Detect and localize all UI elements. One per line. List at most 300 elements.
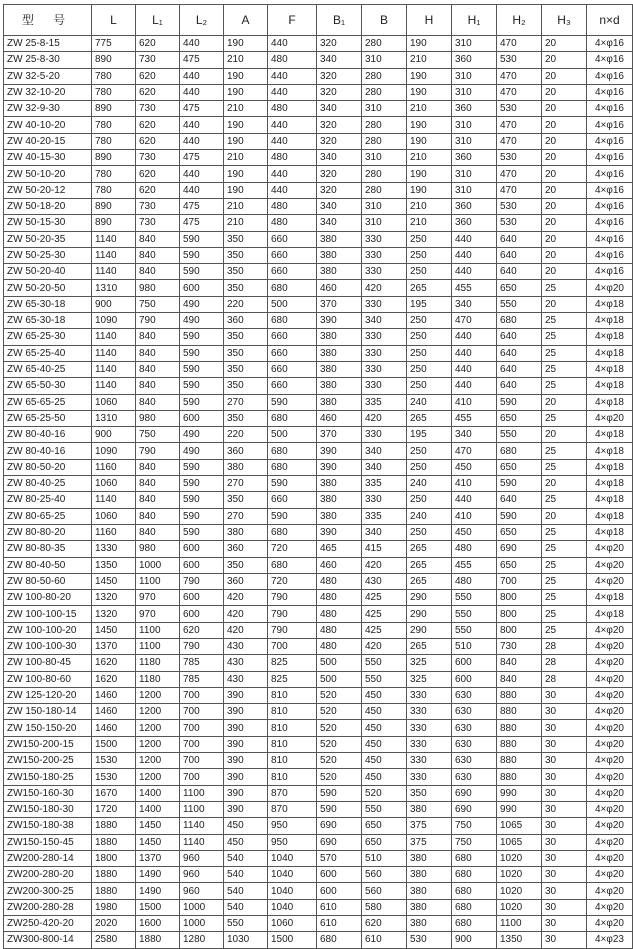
value-cell: 4×φ20: [587, 687, 633, 703]
value-cell: 590: [268, 394, 317, 410]
value-cell: 1500: [92, 736, 136, 752]
value-cell: 330: [407, 753, 452, 769]
table-row: [4, 476, 633, 492]
model-cell: ZW 50-25-30: [4, 247, 92, 263]
value-cell: 360: [224, 313, 268, 329]
value-cell: 470: [497, 182, 542, 198]
value-cell: 4×φ16: [587, 68, 633, 84]
model-cell: ZW 80-40-25: [4, 476, 92, 492]
value-cell: 880: [497, 704, 542, 720]
value-cell: 320: [317, 36, 362, 52]
value-cell: 330: [407, 769, 452, 785]
value-cell: 880: [497, 769, 542, 785]
value-cell: 1140: [92, 345, 136, 361]
value-cell: 840: [136, 524, 180, 540]
value-cell: 420: [224, 606, 268, 622]
value-cell: 660: [268, 231, 317, 247]
value-cell: 250: [407, 443, 452, 459]
value-cell: 380: [407, 883, 452, 899]
value-cell: 1460: [92, 720, 136, 736]
value-cell: 440: [180, 133, 224, 149]
value-cell: 340: [452, 296, 497, 312]
column-header: A: [224, 5, 268, 36]
value-cell: 340: [362, 443, 407, 459]
model-cell: ZW150-160-30: [4, 785, 92, 801]
value-cell: 240: [407, 476, 452, 492]
value-cell: 440: [452, 378, 497, 394]
value-cell: 1500: [136, 899, 180, 915]
value-cell: 730: [136, 198, 180, 214]
value-cell: 880: [497, 753, 542, 769]
value-cell: 660: [268, 492, 317, 508]
value-cell: 790: [268, 590, 317, 606]
value-cell: 210: [407, 198, 452, 214]
value-cell: 320: [317, 84, 362, 100]
value-cell: 840: [136, 378, 180, 394]
value-cell: 4×φ20: [587, 541, 633, 557]
value-cell: 280: [362, 133, 407, 149]
value-cell: 1100: [136, 573, 180, 589]
model-cell: ZW 80-65-25: [4, 508, 92, 524]
value-cell: 550: [224, 916, 268, 932]
value-cell: 1200: [136, 704, 180, 720]
model-cell: ZW 50-10-20: [4, 166, 92, 182]
value-cell: 270: [224, 508, 268, 524]
value-cell: 320: [317, 133, 362, 149]
value-cell: 480: [317, 622, 362, 638]
value-cell: 20: [542, 296, 587, 312]
value-cell: 980: [136, 541, 180, 557]
value-cell: 250: [407, 492, 452, 508]
column-header: B₁: [317, 5, 362, 36]
model-cell: ZW 50-20-35: [4, 231, 92, 247]
value-cell: 480: [317, 573, 362, 589]
table-row: [4, 394, 633, 410]
model-cell: ZW 32-5-20: [4, 68, 92, 84]
value-cell: 980: [136, 280, 180, 296]
value-cell: 320: [317, 182, 362, 198]
value-cell: 1530: [92, 753, 136, 769]
value-cell: 450: [362, 753, 407, 769]
value-cell: 970: [136, 606, 180, 622]
value-cell: 330: [407, 687, 452, 703]
value-cell: 25: [542, 557, 587, 573]
value-cell: 480: [268, 52, 317, 68]
value-cell: 620: [136, 166, 180, 182]
value-cell: 4×φ20: [587, 573, 633, 589]
value-cell: 4×φ16: [587, 84, 633, 100]
value-cell: 1880: [92, 834, 136, 850]
value-cell: 335: [362, 476, 407, 492]
model-cell: ZW 80-40-16: [4, 427, 92, 443]
value-cell: 1400: [136, 785, 180, 801]
value-cell: 390: [224, 720, 268, 736]
value-cell: 25: [542, 459, 587, 475]
spec-table: [3, 4, 633, 949]
value-cell: 650: [497, 459, 542, 475]
value-cell: 1490: [136, 883, 180, 899]
value-cell: 380: [407, 850, 452, 866]
value-cell: 470: [452, 313, 497, 329]
value-cell: 480: [268, 101, 317, 117]
value-cell: 450: [362, 720, 407, 736]
value-cell: 1350: [92, 557, 136, 573]
value-cell: 960: [180, 883, 224, 899]
table-row: [4, 720, 633, 736]
value-cell: 510: [362, 850, 407, 866]
value-cell: 650: [497, 557, 542, 573]
value-cell: 590: [180, 378, 224, 394]
value-cell: 280: [362, 182, 407, 198]
value-cell: 1450: [92, 573, 136, 589]
value-cell: 4×φ16: [587, 150, 633, 166]
value-cell: 590: [317, 801, 362, 817]
value-cell: 290: [407, 590, 452, 606]
model-cell: ZW 80-25-40: [4, 492, 92, 508]
column-header: H₃: [542, 5, 587, 36]
value-cell: 520: [362, 785, 407, 801]
value-cell: 290: [407, 606, 452, 622]
value-cell: 470: [497, 84, 542, 100]
value-cell: 600: [317, 883, 362, 899]
value-cell: 4×φ18: [587, 378, 633, 394]
value-cell: 440: [452, 345, 497, 361]
value-cell: 4×φ20: [587, 753, 633, 769]
value-cell: 480: [452, 541, 497, 557]
value-cell: 520: [317, 753, 362, 769]
value-cell: 4×φ18: [587, 476, 633, 492]
value-cell: 380: [317, 492, 362, 508]
column-header: H: [407, 5, 452, 36]
value-cell: 380: [224, 524, 268, 540]
value-cell: 4×φ18: [587, 492, 633, 508]
value-cell: 250: [407, 361, 452, 377]
value-cell: 460: [317, 557, 362, 573]
value-cell: 280: [362, 36, 407, 52]
value-cell: 440: [180, 166, 224, 182]
model-cell: ZW 100-80-20: [4, 590, 92, 606]
value-cell: 1090: [92, 443, 136, 459]
value-cell: 190: [407, 117, 452, 133]
value-cell: 4×φ20: [587, 850, 633, 866]
value-cell: 1000: [136, 557, 180, 573]
value-cell: 4×φ20: [587, 638, 633, 654]
value-cell: 680: [497, 313, 542, 329]
value-cell: 640: [497, 231, 542, 247]
table-row: [4, 557, 633, 573]
value-cell: 500: [268, 296, 317, 312]
value-cell: 1060: [92, 476, 136, 492]
value-cell: 28: [542, 671, 587, 687]
value-cell: 210: [224, 198, 268, 214]
value-cell: 550: [452, 622, 497, 638]
value-cell: 20: [542, 36, 587, 52]
value-cell: 560: [362, 883, 407, 899]
value-cell: 590: [180, 361, 224, 377]
model-cell: ZW 40-20-15: [4, 133, 92, 149]
value-cell: 600: [452, 655, 497, 671]
value-cell: 20: [542, 133, 587, 149]
value-cell: 4×φ16: [587, 36, 633, 52]
value-cell: 590: [180, 231, 224, 247]
table-row: [4, 573, 633, 589]
value-cell: 550: [362, 655, 407, 671]
value-cell: 1020: [497, 850, 542, 866]
value-cell: 20: [542, 264, 587, 280]
value-cell: 1670: [92, 785, 136, 801]
table-row: [4, 801, 633, 817]
value-cell: 4×φ20: [587, 720, 633, 736]
table-row: [4, 671, 633, 687]
value-cell: 330: [362, 247, 407, 263]
value-cell: 30: [542, 704, 587, 720]
value-cell: 420: [224, 622, 268, 638]
value-cell: 1620: [92, 655, 136, 671]
value-cell: 840: [136, 476, 180, 492]
table-row: [4, 704, 633, 720]
value-cell: 600: [452, 671, 497, 687]
value-cell: 4×φ16: [587, 247, 633, 263]
value-cell: 4×φ20: [587, 655, 633, 671]
value-cell: 380: [317, 345, 362, 361]
table-row: [4, 655, 633, 671]
model-cell: ZW 80-50-60: [4, 573, 92, 589]
value-cell: 470: [497, 166, 542, 182]
value-cell: 690: [497, 541, 542, 557]
model-cell: ZW150-180-25: [4, 769, 92, 785]
value-cell: 680: [268, 443, 317, 459]
value-cell: 650: [497, 410, 542, 426]
value-cell: 590: [180, 247, 224, 263]
value-cell: 350: [224, 361, 268, 377]
value-cell: 420: [224, 590, 268, 606]
model-cell: ZW 65-25-40: [4, 345, 92, 361]
value-cell: 4×φ20: [587, 867, 633, 883]
value-cell: 455: [452, 410, 497, 426]
table-row: [4, 182, 633, 198]
value-cell: 470: [497, 68, 542, 84]
value-cell: 250: [407, 524, 452, 540]
value-cell: 530: [497, 150, 542, 166]
value-cell: 25: [542, 361, 587, 377]
value-cell: 520: [317, 687, 362, 703]
value-cell: 25: [542, 313, 587, 329]
model-cell: ZW 150-180-14: [4, 704, 92, 720]
value-cell: 590: [268, 476, 317, 492]
value-cell: 1160: [92, 524, 136, 540]
value-cell: 660: [268, 264, 317, 280]
value-cell: 190: [407, 84, 452, 100]
value-cell: 1450: [92, 622, 136, 638]
value-cell: 380: [317, 508, 362, 524]
value-cell: 4×φ16: [587, 215, 633, 231]
value-cell: 280: [362, 84, 407, 100]
value-cell: 1370: [136, 850, 180, 866]
value-cell: 680: [452, 850, 497, 866]
value-cell: 4×φ18: [587, 296, 633, 312]
value-cell: 340: [317, 198, 362, 214]
value-cell: 840: [136, 492, 180, 508]
value-cell: 1040: [268, 899, 317, 915]
table-row: [4, 867, 633, 883]
table-row: [4, 590, 633, 606]
table-row: [4, 606, 633, 622]
value-cell: 350: [407, 785, 452, 801]
value-cell: 220: [224, 427, 268, 443]
table-row: [4, 736, 633, 752]
value-cell: 440: [180, 36, 224, 52]
value-cell: 465: [317, 541, 362, 557]
value-cell: 30: [542, 883, 587, 899]
value-cell: 20: [542, 247, 587, 263]
value-cell: 500: [317, 671, 362, 687]
value-cell: 630: [452, 769, 497, 785]
value-cell: 325: [407, 655, 452, 671]
table-row: [4, 150, 633, 166]
model-cell: ZW 65-30-18: [4, 296, 92, 312]
value-cell: 4×φ16: [587, 101, 633, 117]
value-cell: 700: [180, 720, 224, 736]
value-cell: 4×φ18: [587, 427, 633, 443]
value-cell: 810: [268, 687, 317, 703]
model-cell: ZW 80-50-20: [4, 459, 92, 475]
value-cell: 25: [542, 524, 587, 540]
value-cell: 440: [268, 166, 317, 182]
table-row: [4, 215, 633, 231]
value-cell: 360: [452, 150, 497, 166]
column-header: L₁: [136, 5, 180, 36]
value-cell: 30: [542, 899, 587, 915]
table-row: [4, 541, 633, 557]
value-cell: 210: [224, 101, 268, 117]
table-row: [4, 508, 633, 524]
value-cell: 530: [497, 101, 542, 117]
value-cell: 250: [407, 378, 452, 394]
value-cell: 690: [317, 834, 362, 850]
value-cell: 250: [407, 247, 452, 263]
value-cell: 880: [497, 720, 542, 736]
value-cell: 1980: [92, 899, 136, 915]
value-cell: 420: [362, 557, 407, 573]
value-cell: 450: [362, 769, 407, 785]
value-cell: 190: [224, 117, 268, 133]
value-cell: 340: [362, 459, 407, 475]
value-cell: 2580: [92, 932, 136, 948]
value-cell: 840: [136, 231, 180, 247]
value-cell: 600: [180, 280, 224, 296]
table-row: [4, 410, 633, 426]
model-cell: ZW 40-15-30: [4, 150, 92, 166]
value-cell: 390: [317, 459, 362, 475]
value-cell: 890: [92, 198, 136, 214]
value-cell: 20: [542, 198, 587, 214]
value-cell: 28: [542, 655, 587, 671]
value-cell: 190: [224, 68, 268, 84]
value-cell: 25: [542, 280, 587, 296]
value-cell: 20: [542, 231, 587, 247]
value-cell: 1065: [497, 818, 542, 834]
value-cell: 4×φ20: [587, 280, 633, 296]
value-cell: 380: [407, 801, 452, 817]
value-cell: 190: [224, 133, 268, 149]
value-cell: 210: [224, 52, 268, 68]
value-cell: 690: [317, 818, 362, 834]
value-cell: 2020: [92, 916, 136, 932]
value-cell: 620: [136, 117, 180, 133]
value-cell: 4×φ18: [587, 606, 633, 622]
value-cell: 440: [268, 36, 317, 52]
value-cell: 410: [452, 394, 497, 410]
value-cell: 720: [268, 573, 317, 589]
value-cell: 800: [497, 606, 542, 622]
value-cell: 340: [317, 150, 362, 166]
model-cell: ZW 50-18-20: [4, 198, 92, 214]
value-cell: 1310: [92, 410, 136, 426]
table-row: [4, 785, 633, 801]
value-cell: 690: [452, 801, 497, 817]
value-cell: 630: [452, 687, 497, 703]
value-cell: 530: [497, 198, 542, 214]
value-cell: 1200: [136, 769, 180, 785]
value-cell: 825: [268, 655, 317, 671]
value-cell: 1140: [92, 361, 136, 377]
table-row: [4, 166, 633, 182]
value-cell: 310: [452, 166, 497, 182]
model-cell: ZW 100-100-15: [4, 606, 92, 622]
value-cell: 680: [452, 867, 497, 883]
value-cell: 340: [317, 52, 362, 68]
model-cell: ZW 50-20-40: [4, 264, 92, 280]
value-cell: 500: [317, 655, 362, 671]
value-cell: 530: [497, 52, 542, 68]
value-cell: 640: [497, 345, 542, 361]
table-row: [4, 101, 633, 117]
value-cell: 380: [317, 231, 362, 247]
value-cell: 610: [362, 932, 407, 948]
value-cell: 900: [92, 296, 136, 312]
model-cell: ZW200-280-14: [4, 850, 92, 866]
value-cell: 440: [268, 84, 317, 100]
value-cell: 210: [407, 52, 452, 68]
value-cell: 600: [180, 410, 224, 426]
value-cell: 1140: [92, 329, 136, 345]
model-cell: ZW300-800-14: [4, 932, 92, 948]
value-cell: 590: [317, 785, 362, 801]
value-cell: 470: [497, 117, 542, 133]
value-cell: 450: [362, 736, 407, 752]
column-header: n×d: [587, 5, 633, 36]
value-cell: 330: [362, 231, 407, 247]
table-row: [4, 329, 633, 345]
model-cell: ZW 25-8-15: [4, 36, 92, 52]
value-cell: 1400: [136, 801, 180, 817]
value-cell: 4×φ18: [587, 394, 633, 410]
value-cell: 360: [452, 52, 497, 68]
value-cell: 20: [542, 117, 587, 133]
value-cell: 280: [362, 166, 407, 182]
table-body: [4, 36, 633, 949]
table-row: [4, 296, 633, 312]
value-cell: 190: [407, 182, 452, 198]
value-cell: 250: [407, 231, 452, 247]
value-cell: 425: [362, 590, 407, 606]
value-cell: 4×φ18: [587, 345, 633, 361]
value-cell: 640: [497, 247, 542, 263]
value-cell: 810: [268, 736, 317, 752]
value-cell: 310: [452, 84, 497, 100]
value-cell: 265: [407, 280, 452, 296]
model-cell: ZW200-280-20: [4, 867, 92, 883]
